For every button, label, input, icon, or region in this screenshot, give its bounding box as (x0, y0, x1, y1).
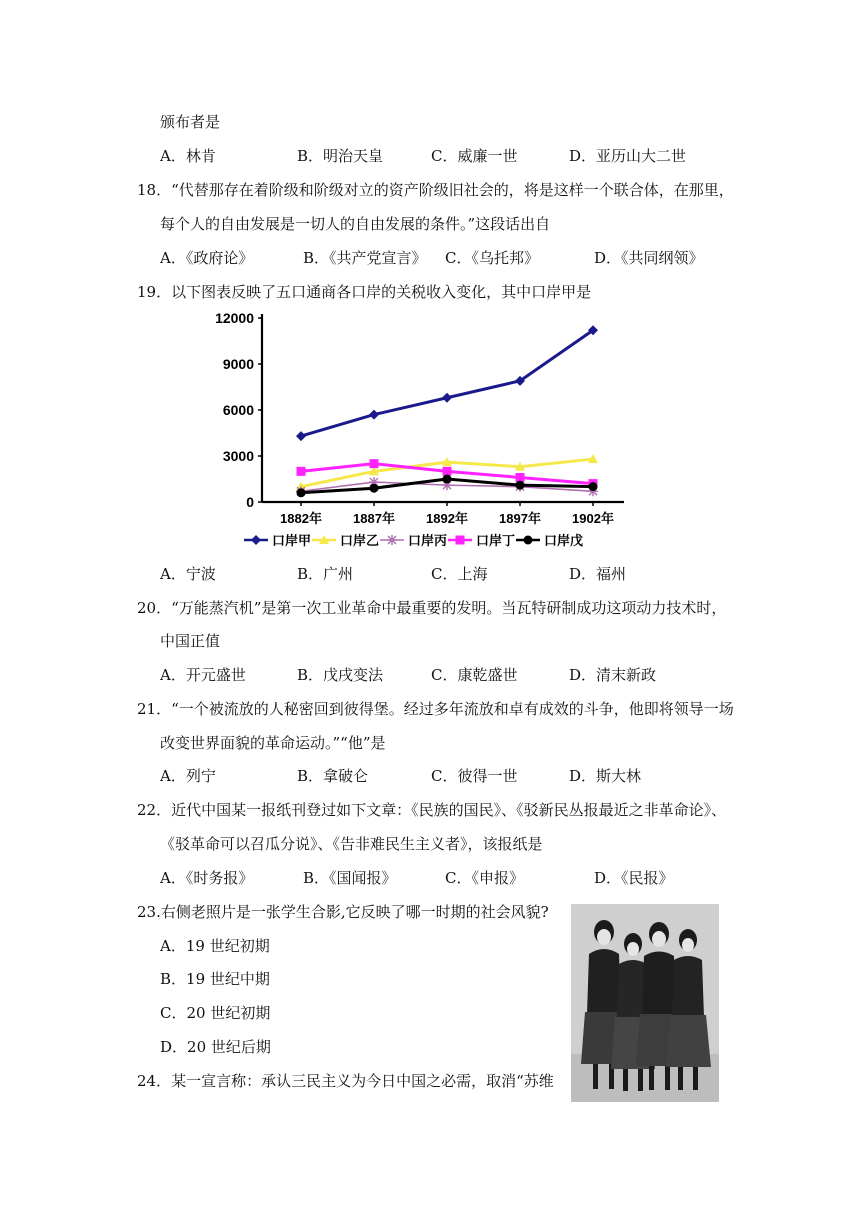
data-point (297, 467, 306, 476)
data-point (297, 488, 306, 497)
q19-option-b[interactable]: B．广州 (297, 565, 354, 583)
x-tick-label: 1897年 (499, 511, 541, 526)
q22-option-d[interactable]: D．《民报》 (594, 869, 674, 887)
q21-option-d[interactable]: D．斯大林 (569, 767, 642, 785)
x-tick-label: 1902年 (572, 511, 614, 526)
data-point (589, 482, 598, 491)
series-line-1 (301, 330, 593, 436)
q19-stem-line1: 19．以下图表反映了五口通商各口岸的关税收入变化，其中口岸甲是 (137, 283, 592, 301)
q22-stem-line1: 22．近代中国某一报纸刊登过如下文章：《民族的国民》、《驳新民丛报最近之非革命论》、 (137, 801, 727, 819)
q20-stem-line1: 20．“万能蒸汽机”是第一次工业革命中最重要的发明。当瓦特研制成功这项动力技术时， (137, 599, 727, 617)
data-point (369, 410, 379, 420)
q19-option-c[interactable]: C．上海 (431, 565, 488, 583)
x-tick-label: 1892年 (426, 511, 468, 526)
y-tick-label: 12000 (215, 310, 254, 326)
q18-stem-line2: 每个人的自由发展是一切人的自由发展的条件。”这段话出自 (160, 215, 551, 233)
data-point (443, 467, 452, 476)
q17-option-d[interactable]: D．亚历山大二世 (569, 147, 687, 165)
q19-option-d[interactable]: D．福州 (569, 565, 627, 583)
q24-stem-line1: 24．某一宣言称：承认三民主义为今日中国之必需，取消“苏维 (137, 1072, 554, 1090)
data-point (370, 459, 379, 468)
chart-x-ticks (280, 502, 614, 526)
legend-marker (524, 536, 533, 545)
q18-option-b[interactable]: B．《共产党宣言》 (303, 249, 427, 267)
legend-label: 口岸甲 (272, 533, 312, 548)
q22-stem-line2: 《驳革命可以召瓜分说》、《告非难民生主义者》，该报纸是 (160, 835, 543, 853)
q20-option-b[interactable]: B．戊戌变法 (297, 666, 384, 684)
x-tick-label: 1882年 (280, 511, 322, 526)
data-point (442, 393, 452, 403)
legend-label: 口岸戊 (544, 533, 584, 548)
q23-option-c[interactable]: C．20 世纪初期 (160, 1004, 271, 1022)
q19-option-a[interactable]: A．宁波 (160, 565, 216, 583)
chart-y-ticks (215, 310, 262, 510)
chart-series (296, 325, 598, 497)
y-tick-label: 9000 (222, 356, 254, 372)
q17-option-b[interactable]: B．明治天皇 (297, 147, 384, 165)
q17-option-a[interactable]: A．林肯 (160, 147, 216, 165)
q18-option-c[interactable]: C．《乌托邦》 (445, 249, 539, 267)
data-point (296, 431, 306, 441)
student-group-photo (571, 904, 719, 1102)
q23-stem-line1: 23.右侧老照片是一张学生合影,它反映了哪一时期的社会风貌? (137, 903, 549, 921)
data-point (516, 481, 525, 490)
data-point (443, 475, 452, 484)
q20-option-c[interactable]: C．康乾盛世 (431, 666, 518, 684)
legend-marker (387, 535, 397, 545)
q18-stem-line1: 18．“代替那存在着阶级和阶级对立的资产阶级旧社会的，将是这样一个联合体，在那里， (137, 181, 734, 199)
q18-option-a[interactable]: A．《政府论》 (160, 249, 254, 267)
x-tick-label: 1887年 (353, 511, 395, 526)
y-tick-label: 0 (246, 494, 254, 510)
q21-option-b[interactable]: B．拿破仑 (297, 767, 369, 785)
y-tick-label: 6000 (222, 402, 254, 418)
q21-stem-line2: 改变世界面貌的革命运动。”“他”是 (160, 734, 386, 752)
q17-option-c[interactable]: C．威廉一世 (431, 147, 518, 165)
q21-option-c[interactable]: C．彼得一世 (431, 767, 518, 785)
q23-option-a[interactable]: A．19 世纪初期 (160, 937, 270, 955)
q20-option-a[interactable]: A．开元盛世 (160, 666, 246, 684)
q21-stem-line1: 21．“一个被流放的人秘密回到彼得堡。经过多年流放和卓有成效的斗争，他即将领导一场 (137, 700, 734, 718)
q20-option-d[interactable]: D．清末新政 (569, 666, 657, 684)
q20-stem-line2: 中国正值 (160, 632, 221, 650)
y-tick-label: 3000 (222, 448, 254, 464)
q22-option-c[interactable]: C．《申报》 (445, 869, 524, 887)
q21-option-a[interactable]: A．列宁 (160, 767, 216, 785)
data-point (516, 473, 525, 482)
chart-legend (244, 533, 583, 548)
legend-marker (251, 535, 261, 545)
q23-option-b[interactable]: B．19 世纪中期 (160, 970, 270, 988)
q18-option-d[interactable]: D．《共同纲领》 (594, 249, 704, 267)
data-point (370, 484, 379, 493)
legend-label: 口岸丁 (476, 533, 516, 548)
customs-revenue-line-chart (200, 300, 670, 562)
q23-option-d[interactable]: D．20 世纪后期 (160, 1038, 271, 1056)
legend-label: 口岸丙 (408, 533, 448, 548)
q17-stem-cont: 颁布者是 (160, 113, 221, 131)
q22-option-b[interactable]: B．《国闻报》 (303, 869, 397, 887)
q22-option-a[interactable]: A．《时务报》 (160, 869, 254, 887)
legend-marker (456, 536, 465, 545)
legend-label: 口岸乙 (340, 533, 380, 548)
